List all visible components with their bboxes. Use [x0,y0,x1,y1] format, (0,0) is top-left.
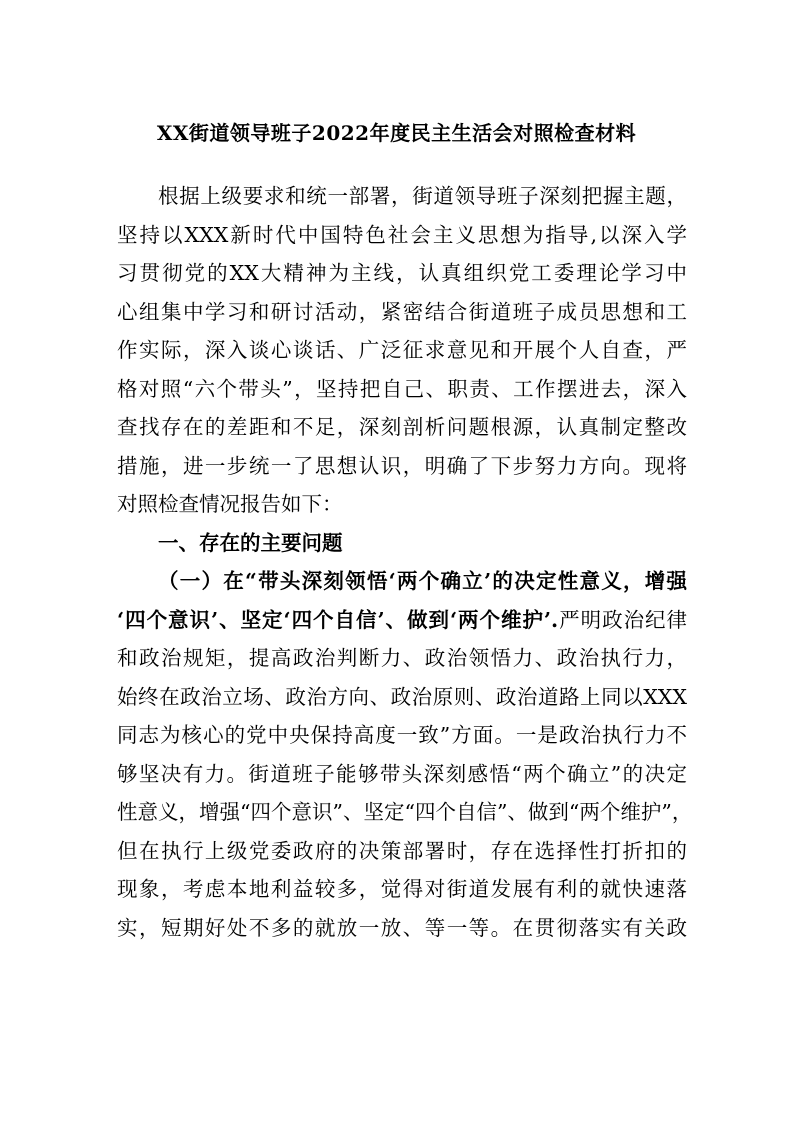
paragraph-line: 但在执行上级党委政府的决策部署时，存在选择性打折扣的 [117,838,687,863]
paragraph-line: 查找存在的差距和不足，深刻剖析问题根源，认真制定整改 [117,415,687,439]
document-title: XX街道领导班子2022年度民主生活会对照检查材料 [156,121,637,145]
paragraph-line: 同志为核心的党中央保持高度一致”方面。一是政治执行力不 [117,723,687,747]
paragraph-line: 实，短期好处不多的就放一放、等一等。在贯彻落实有关政 [117,915,687,940]
subsection-heading-line: （一）在“带头深刻领悟‘两个确立’的决定性意义，增强 [158,569,687,593]
subsection-heading-bold: ‘四个意识’、坚定‘四个自信’、做到‘两个维护’. [117,607,559,632]
paragraph-line: 现象，考虑本地利益较多，觉得对街道发展有利的就快速落 [117,877,687,901]
section-heading: 一、存在的主要问题 [158,530,343,555]
paragraph-line: 根据上级要求和统一部署，街道领导班子深刻把握主题， [158,184,687,208]
subsection-heading-line-2 [117,601,687,640]
paragraph-line: 作实际，深入谈心谈话、广泛征求意见和开展个人自查，严 [117,338,687,362]
paragraph-line: 坚持以XXX新时代中国特色社会主义思想为指导,以深入学 [117,222,687,247]
document-body [117,177,693,947]
paragraph-line: 性意义，增强“四个意识”、坚定“四个自信”、做到“两个维护”， [117,800,693,824]
paragraph-line: 始终在政治立场、政治方向、政治原则、政治道路上同以XXX [117,684,687,709]
paragraph-line: 对照检查情况报告如下： [117,492,343,516]
paragraph-line: 格对照“六个带头”，坚持把自己、职责、工作摆进去，深入 [117,376,687,401]
subsection-text: 严明政治纪律 [558,607,688,632]
paragraph-line: 心组集中学习和研讨活动，紧密结合街道班子成员思想和工 [117,299,687,324]
paragraph-line: 习贯彻党的XX大精神为主线，认真组织党工委理论学习中 [117,261,687,285]
paragraph-line: 和政治规矩，提高政治判断力、政治领悟力、政治执行力， [117,646,687,670]
paragraph-line: 措施，进一步统一了思想认识，明确了下步努力方向。现将 [117,453,687,478]
paragraph-line: 够坚决有力。街道班子能够带头深刻感悟“两个确立”的决定 [117,761,687,786]
